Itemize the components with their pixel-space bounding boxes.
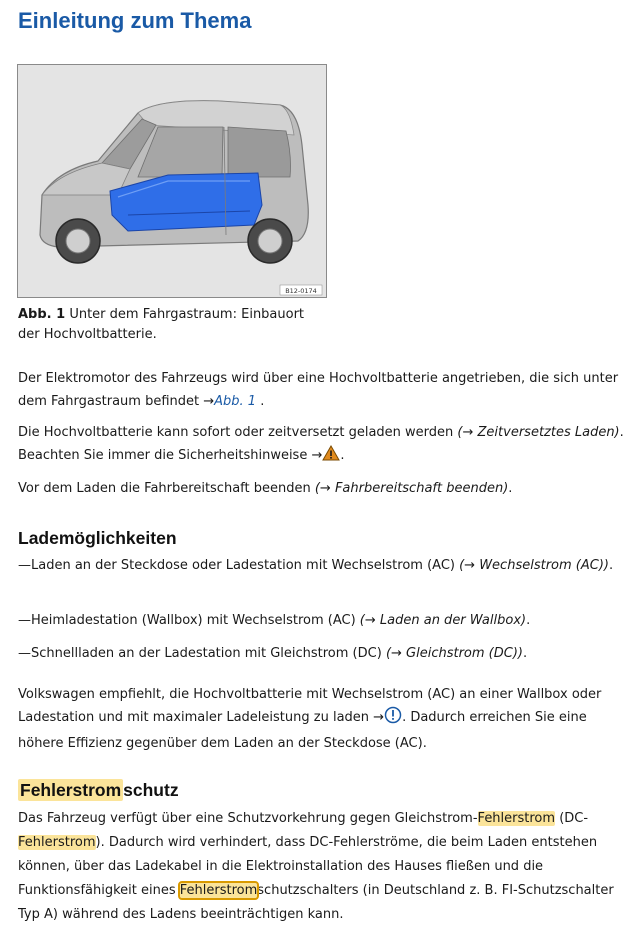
figure-code: B12-0174 — [285, 287, 317, 295]
xref-zeitversetztes-laden[interactable]: (→ Zeitversetztes Laden) — [457, 425, 620, 440]
fehlerstrom-text-3: ). Dadurch wird verhindert, dass DC-Fehlerströme, die beim Laden entstehen können, über das Ladekabel in die Elektroinstallation des Hauses fließen und die Funktionsfähigkeit eines — [18, 835, 598, 898]
intro-paragraph-2 — [18, 421, 628, 469]
intro-paragraph-1 — [18, 367, 628, 413]
figure-car-battery — [17, 64, 327, 298]
list-item-text: —Schnellladen an der Ladestation mit Gleichstrom (DC) — [18, 646, 386, 661]
list-item-end: . — [526, 613, 531, 628]
search-highlight: Fehlerstrom — [20, 780, 122, 800]
list-item-wallbox — [18, 609, 636, 632]
recommendation-end: . Dadurch erreichen Sie eine höhere Effizienz gegenüber dem Laden an der Steckdose (AC). — [18, 710, 587, 751]
intro-p2-text: Die Hochvoltbatterie kann sofort oder zeitversetzt geladen werden — [18, 425, 458, 440]
fehlerstrom-paragraph — [18, 807, 628, 927]
warning-icon[interactable] — [322, 445, 340, 469]
list-item-text: —Heimladestation (Wallbox) mit Wechselstrom (AC) — [18, 613, 360, 628]
info-icon[interactable] — [384, 706, 402, 732]
search-highlight: Fehlerstrom — [18, 835, 96, 850]
heading-lademoeglichkeiten: Lademöglichkeiten — [18, 528, 177, 548]
fehlerstrom-text-2: (DC- — [555, 811, 589, 826]
caption-line1: Unter dem Fahrgastraum: Einbauort — [65, 307, 305, 322]
caption-line2: der Hochvoltbatterie. — [18, 327, 157, 342]
list-item-end: . — [522, 646, 528, 661]
car-illustration — [18, 65, 326, 297]
intro-paragraph-3 — [18, 477, 628, 500]
list-item-ac — [18, 554, 636, 577]
fehlerstrom-text-4: schutzschalters (in Deutschland z. B. FI-Schutzschalter Typ A) während des Ladens beeinträchtigen kann. — [18, 883, 614, 922]
heading-fehlerstromschutz — [18, 780, 179, 801]
list-item-end: . — [608, 558, 614, 573]
figure-link[interactable]: Abb. 1 — [214, 394, 257, 409]
intro-p1-end: . — [256, 394, 265, 409]
recommendation-text: Volkswagen empfiehlt, die Hochvoltbatterie mit Wechselstrom (AC) an einer Wallbox oder Ladestation und mit maximaler Ladeleistung zu laden → — [18, 687, 602, 725]
search-highlight-current: Fehlerstrom — [179, 883, 258, 898]
intro-p2-end: . — [340, 448, 345, 463]
search-highlight: Fehlerstrom — [477, 811, 556, 826]
recommendation-paragraph — [18, 683, 628, 755]
xref-wallbox[interactable]: (→ Laden an der Wallbox) — [359, 613, 527, 628]
intro-p3-end: . — [508, 481, 513, 496]
xref-gleichstrom[interactable]: (→ Gleichstrom (DC)) — [385, 646, 523, 661]
caption-label: Abb. 1 — [18, 307, 66, 322]
list-item-text: —Laden an der Steckdose oder Ladestation mit Wechselstrom (AC) — [18, 558, 460, 573]
intro-p2-mid: . Beachten Sie immer die Sicherheitshinweise → — [18, 425, 624, 463]
intro-p1-text: Der Elektromotor des Fahrzeugs wird über eine Hochvoltbatterie angetrieben, die sich unter dem Fahrgastraum befindet → — [18, 371, 619, 409]
xref-wechselstrom[interactable]: (→ Wechselstrom (AC)) — [459, 558, 609, 573]
fehlerstrom-text-1: Das Fahrzeug verfügt über eine Schutzvorkehrung gegen Gleichstrom- — [18, 811, 478, 826]
figure-caption — [18, 305, 338, 345]
xref-fahrbereitschaft[interactable]: (→ Fahrbereitschaft beenden) — [314, 481, 509, 496]
heading-rest: schutz — [123, 780, 179, 800]
intro-p3-text: Vor dem Laden die Fahrbereitschaft beenden — [18, 481, 315, 496]
list-item-dc — [18, 642, 636, 665]
page-title: Einleitung zum Thema — [18, 8, 252, 33]
